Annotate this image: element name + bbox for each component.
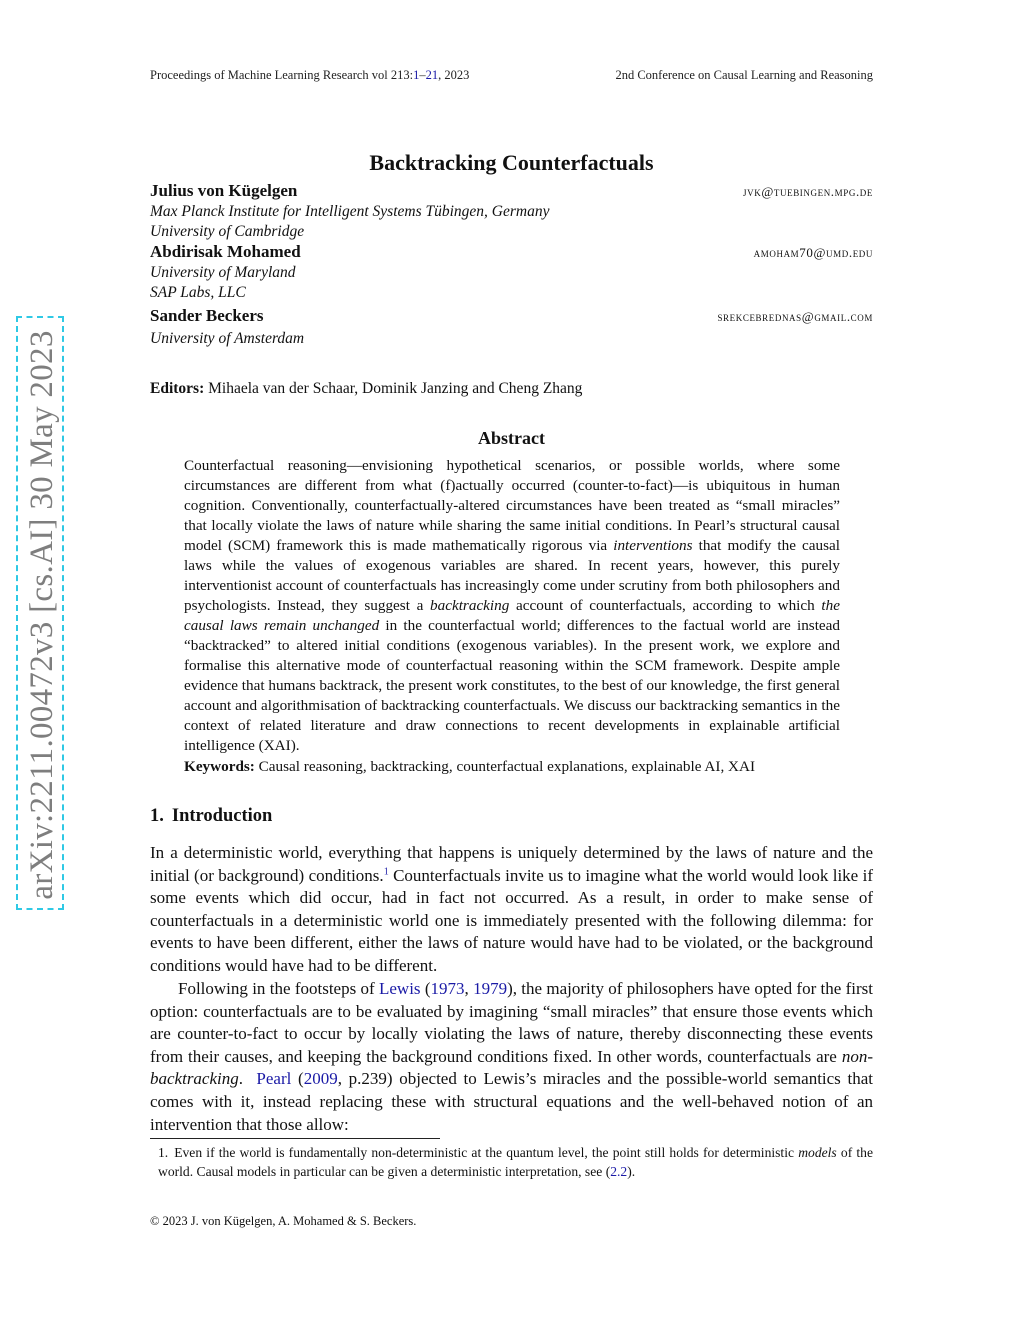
section-ref-link[interactable]: 2.2 bbox=[610, 1164, 628, 1179]
author-affiliation: University of Maryland bbox=[150, 264, 296, 281]
author-name: Sander Beckers bbox=[150, 306, 264, 325]
author-affiliation: SAP Labs, LLC bbox=[150, 284, 246, 301]
author-email: amoham70@umd.edu bbox=[753, 245, 873, 260]
author-affiliation: University of Cambridge bbox=[150, 223, 305, 240]
arxiv-stamp[interactable]: arXiv:2211.00472v3 [cs.AI] 30 May 2023 bbox=[24, 330, 60, 900]
running-header-left: Proceedings of Machine Learning Research vol 213:1–21, 2023 bbox=[150, 68, 470, 82]
intro-paragraph-2: Following in the footsteps of Lewis (1973, 1979), the majority of philosophers have opted for the first option: counterfactuals are to be evaluated by imagining “small miracles” that ensure those events which are counter-to-fact to occur by locally violating the laws of nature, thereby disconnecting these events from their causes, and keeping the background conditions fixed. In other words, counterfactuals are non-backtracking. Pearl (2009, p.239) objected to Lewis’s miracles and the possible-world semantics that comes with it, instead replacing these with structural equations and the well-behaved notion of an intervention that those allow: bbox=[150, 979, 873, 1134]
footnote-rule bbox=[150, 1138, 440, 1139]
citation-year-link[interactable]: 1979 bbox=[473, 979, 508, 998]
author-affiliation: University of Amsterdam bbox=[150, 330, 305, 347]
author-affiliation: Max Planck Institute for Intelligent Systems Tübingen, Germany bbox=[150, 203, 550, 220]
editors-line: Editors: Mihaela van der Schaar, Dominik Janzing and Cheng Zhang bbox=[150, 380, 583, 397]
citation-year-link[interactable]: 1973 bbox=[430, 979, 465, 998]
section-heading: 1. Introduction bbox=[150, 806, 273, 826]
keywords-line: Keywords: Causal reasoning, backtracking, counterfactual explanations, explainable AI, XAI bbox=[184, 758, 756, 775]
author-name: Julius von Kügelgen bbox=[150, 181, 298, 200]
abstract-body: Counterfactual reasoning—envisioning hypothetical scenarios, or possible worlds, where some circumstances are different from what (f)actually occurred (counter-to-fact)—is ubiquitous in human cognition. Conventionally, counterfactually-altered circumstances have been treated as “small miracles” that locally violate the laws of nature while sharing the same initial conditions. In Pearl’s structural causal model (SCM) framework this is made mathematically rigorous via interventions that modify the causal laws while the values of exogenous variables are shared. In recent years, however, this purely interventionist account of counterfactuals has increasingly come under scrutiny from both philosophers and psychologists. Instead, they suggest a backtracking account of counterfactuals, according to which the causal laws remain unchanged in the counterfactual world; differences to the factual world are instead “backtracked” to altered initial conditions (exogenous variables). In the present work, we explore and formalise this alternative mode of counterfactual reasoning within the SCM framework. Despite ample evidence that humans backtrack, the present work constitutes, to the best of our knowledge, the first general account and algorithmisation of backtracking counterfactuals. We discuss our backtracking semantics in the context of related literature and draw connections to recent developments in explainable artificial intelligence (XAI). bbox=[184, 457, 840, 754]
paper-title: Backtracking Counterfactuals bbox=[369, 150, 654, 175]
author-email: jvk@tuebingen.mpg.de bbox=[743, 184, 873, 199]
author-email: srekcebrednas@gmail.com bbox=[717, 309, 873, 324]
footnote-marker[interactable]: 1 bbox=[383, 865, 389, 877]
copyright-line: © 2023 J. von Kügelgen, A. Mohamed & S. Beckers. bbox=[150, 1214, 417, 1228]
arxiv-stamp-box bbox=[16, 316, 64, 910]
citation-pearl[interactable]: Pearl bbox=[256, 1069, 292, 1089]
intro-paragraph-1: In a deterministic world, everything that happens is uniquely determined by the laws of nature and the initial (or background) conditions.$^1$ Counterfactuals invite us to imagine what the world would look like if some events which did occur, had in fact not occurred. As a result, in order to make sense of counterfactuals in a deterministic world one is immediately presented with the following dilemma: for events to have been different, either the laws of nature would have had to be violated, or the background conditions would have had to be different. bbox=[150, 843, 873, 975]
citation-year-link[interactable]: 2009 bbox=[303, 1069, 338, 1089]
first-page-link[interactable]: 1 bbox=[413, 68, 420, 82]
citation-lewis[interactable]: Lewis bbox=[378, 979, 421, 998]
abstract-heading: Abstract bbox=[478, 428, 545, 448]
footnote: 1. Even if the world is fundamentally non-deterministic at the quantum level, the point still holds for deterministic models of the world. Causal models in particular can be given a deterministic interpretation, see (2.2). bbox=[158, 1145, 873, 1179]
running-header-right: 2nd Conference on Causal Learning and Reasoning bbox=[615, 68, 873, 82]
last-page-link[interactable]: 21 bbox=[425, 68, 439, 82]
author-name: Abdirisak Mohamed bbox=[150, 242, 301, 261]
